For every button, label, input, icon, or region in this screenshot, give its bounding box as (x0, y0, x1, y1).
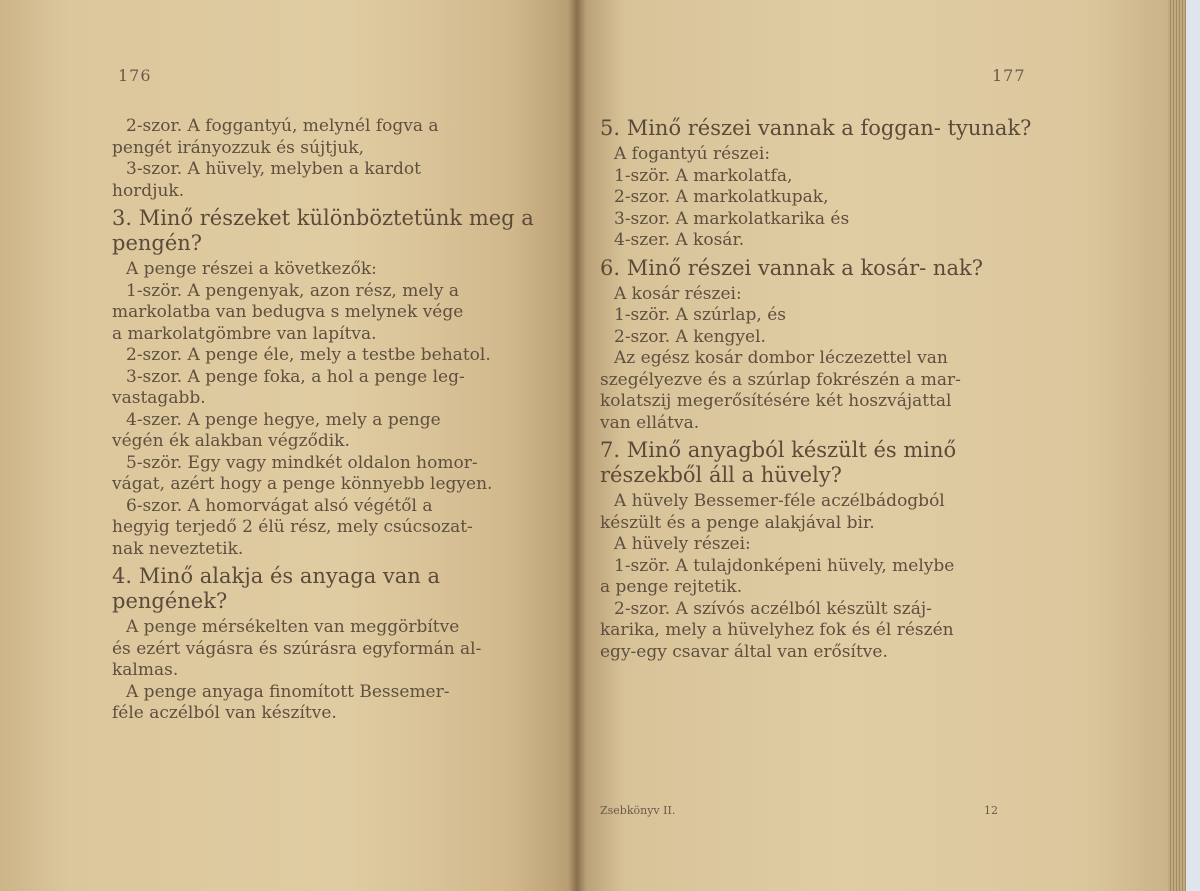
page-footer (600, 804, 998, 817)
signature-mark: 12 (984, 804, 998, 817)
text-line: kalmas. (112, 660, 179, 680)
text-line: kolatszij megerősítésére két hoszvájattal (600, 391, 952, 411)
question-heading: 5. Minő részei vannak a foggan- tyunak? (600, 116, 1032, 140)
text-line: és ezért vágásra és szúrásra egyformán al- (112, 638, 482, 659)
text-line: markolatba van bedugva s melynek vége (112, 302, 464, 322)
text-line: 2-szor. A kengyel. (614, 326, 766, 347)
text-line: végén ék alakban végződik. (112, 431, 350, 451)
text-line: 2-szor. A szívós aczélból készült száj- (614, 598, 932, 619)
text-line: féle aczélból van készítve. (112, 703, 337, 723)
text-line: A penge mérsékelten van meggörbítve (126, 617, 460, 637)
text-line: pengét irányozzuk és sújtjuk, (112, 137, 365, 158)
book-gutter (568, 0, 586, 891)
text-line: vágat, azért hogy a penge könnyebb legyen. (112, 474, 493, 494)
text-line: 1-ször. A markolatfa, (614, 165, 793, 186)
right-page (578, 0, 1172, 891)
text-line: 3-szor. A hüvely, melyben a kardot (126, 159, 421, 179)
text-line: A fogantyú részei: (614, 144, 771, 164)
text-line: A kosár részei: (614, 283, 742, 304)
text-line: A hüvely Bessemer-féle aczélbádogból (614, 491, 945, 511)
text-line: hordjuk. (112, 180, 185, 201)
page-text (600, 112, 1032, 663)
background-strip (1186, 0, 1200, 891)
text-line: vastagabb. (112, 388, 206, 408)
text-line: szegélyezve és a szúrlap fokrészén a mar- (600, 369, 961, 390)
question-heading: 6. Minő részei vannak a kosár- nak? (600, 255, 983, 280)
question-heading: 4. Minő alakja és anyaga van a pengének? (112, 564, 441, 613)
page-text (112, 116, 544, 725)
text-line: 6-szor. A homorvágat alsó végétől a (126, 495, 433, 516)
text-line: egy-egy csavar által van erősítve. (600, 641, 888, 662)
text-line: nak neveztetik. (112, 538, 244, 559)
text-line: a penge rejtetik. (600, 577, 743, 597)
text-line: 1-ször. A pengenyak, azon rész, mely a (126, 280, 459, 301)
text-line: 2-szor. A markolatkupak, (614, 187, 829, 207)
text-line: 4-szer. A kosár. (614, 230, 745, 250)
text-line: A penge anyaga finomított Bessemer- (126, 681, 450, 702)
text-line: karika, mely a hüvelyhez fok és él részén (600, 620, 954, 640)
question-heading: 3. Minő részeket különböztetünk meg a pengén? (112, 206, 534, 255)
text-line: készült és a penge alakjával bir. (600, 512, 875, 533)
text-line: 3-szor. A penge foka, a hol a penge leg- (126, 366, 465, 387)
text-line: 1-ször. A szúrlap, és (614, 305, 787, 325)
left-page (0, 0, 578, 891)
page-number: 177 (992, 66, 1026, 85)
question-heading: 7. Minő anyagból készült és minő részekből áll a hüvely? (600, 438, 957, 487)
text-line: 2-szor. A penge éle, mely a testbe behatol. (126, 345, 491, 365)
text-line: 5-ször. Egy vagy mindkét oldalon homor- (126, 452, 478, 473)
text-line: Az egész kosár dombor léczezettel van (614, 348, 948, 368)
text-line: hegyig terjedő 2 élü rész, mely csúcsozat- (112, 517, 473, 537)
text-line: 1-ször. A tulajdonképeni hüvely, melybe (614, 555, 955, 576)
text-line: 3-szor. A markolatkarika és (614, 208, 850, 229)
text-line: A hüvely részei: (614, 534, 751, 554)
text-line: 4-szer. A penge hegye, mely a penge (126, 409, 441, 430)
text-line: van ellátva. (600, 412, 700, 433)
text-line: A penge részei a következők: (126, 259, 377, 279)
footer-title: Zsebkönyv II. (600, 804, 676, 817)
text-line: a markolatgömbre van lapítva. (112, 323, 377, 344)
text-line: 2-szor. A foggantyú, melynél fogva a (126, 116, 439, 136)
page-number: 176 (118, 66, 152, 85)
